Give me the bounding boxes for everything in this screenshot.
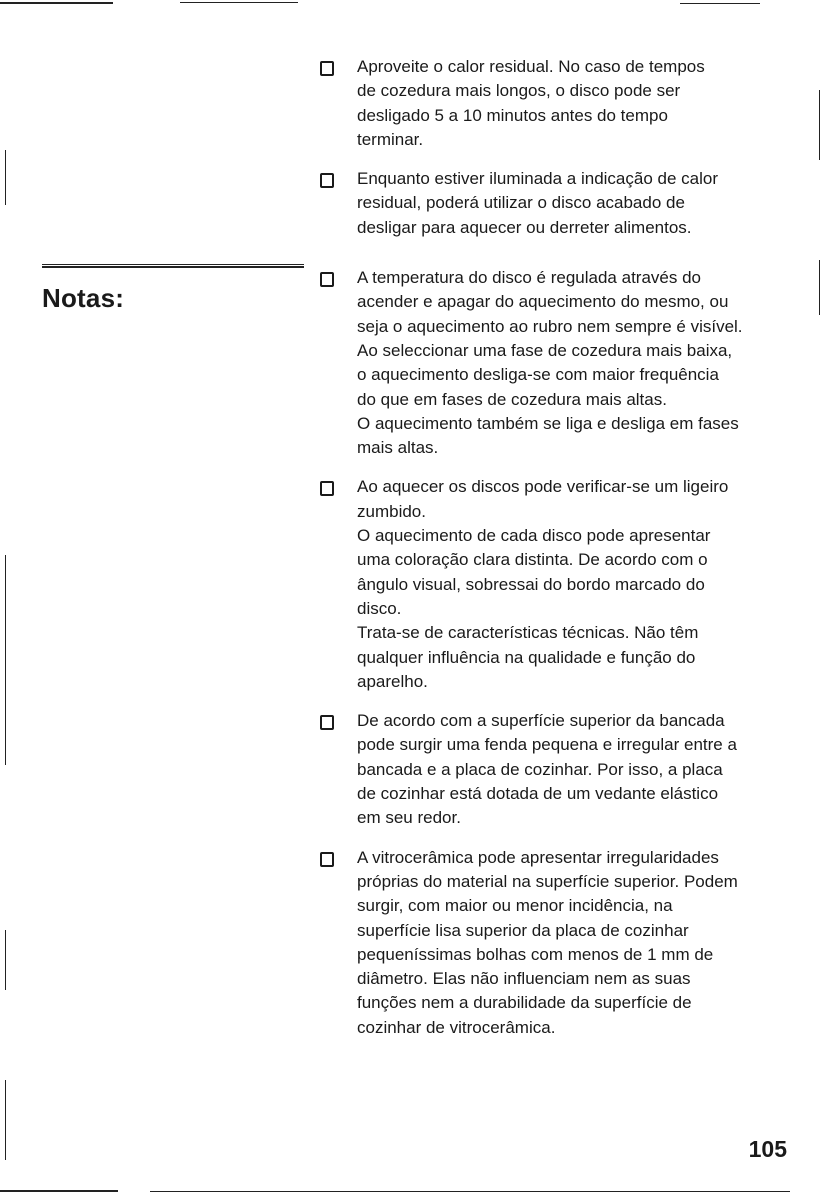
notes-heading: Notas: <box>42 283 125 313</box>
note-line: cozinhar de vitrocerâmica. <box>357 1017 556 1037</box>
note-line: seja o aquecimento ao rubro nem sempre é visível. <box>357 316 743 336</box>
page-number: 105 <box>748 1136 787 1162</box>
note-line: terminar. <box>357 129 424 149</box>
note-line: surgir, com maior ou menor incidência, na <box>357 896 673 916</box>
notes-list <box>320 55 790 1040</box>
checkbox-icon <box>320 61 334 76</box>
left-margin-line <box>5 555 6 765</box>
note-line: disco. <box>357 598 402 618</box>
left-margin-line <box>5 1080 6 1160</box>
right-margin-line <box>819 260 820 315</box>
note-line: Aproveite o calor residual. No caso de tempos <box>357 57 705 76</box>
note-line: O aquecimento também se liga e desliga em fases <box>357 413 739 433</box>
note-line: do que em fases de cozedura mais altas. <box>357 389 667 409</box>
note-line: Enquanto estiver iluminada a indicação de calor <box>357 169 719 189</box>
note-line: qualquer influência na qualidade e função do <box>357 647 696 667</box>
note-line: Ao aquecer os discos pode verificar-se um ligeiro <box>357 477 729 497</box>
note-line: em seu redor. <box>357 808 461 828</box>
bottom-edge-line <box>0 1190 118 1192</box>
note-line: desligar para aquecer ou derreter alimentos. <box>357 217 692 237</box>
note-line: mais altas. <box>357 438 439 458</box>
right-margin-line <box>819 90 820 160</box>
notes-heading-rule <box>42 264 304 268</box>
checkbox-icon <box>320 481 334 496</box>
note-line: Ao seleccionar uma fase de cozedura mais baixa, <box>357 340 733 360</box>
note-line: pode surgir uma fenda pequena e irregular entre a <box>357 735 737 755</box>
top-edge-line <box>0 2 113 4</box>
note-line: De acordo com a superfície superior da bancada <box>357 711 725 731</box>
note-line: A temperatura do disco é regulada através do <box>357 268 701 288</box>
note-line: bancada e a placa de cozinhar. Por isso, a placa <box>357 759 723 779</box>
note-line: acender e apagar do aquecimento do mesmo, ou <box>357 292 729 312</box>
note-item <box>320 266 790 460</box>
top-edge-line <box>680 3 760 4</box>
note-item <box>320 475 790 694</box>
top-edge-line <box>180 2 298 3</box>
note-item <box>320 709 790 830</box>
note-item <box>320 846 790 1040</box>
note-line: pequeníssimas bolhas com menos de 1 mm de <box>357 944 714 964</box>
note-line: desligado 5 a 10 minutos antes do tempo <box>357 105 668 125</box>
note-line: de cozedura mais longos, o disco pode ser <box>357 81 681 101</box>
bottom-edge-line <box>150 1191 790 1192</box>
note-line: Trata-se de características técnicas. Não têm <box>357 623 699 643</box>
note-line: de cozinhar está dotada de um vedante elástico <box>357 784 719 804</box>
note-line: ângulo visual, sobressai do bordo marcado do <box>357 574 705 594</box>
note-line: próprias do material na superfície superior. Podem <box>357 871 738 891</box>
note-line: A vitrocerâmica pode apresentar irregularidades <box>357 847 719 867</box>
note-line: aparelho. <box>357 671 428 691</box>
note-item <box>320 55 790 152</box>
note-line: superfície lisa superior da placa de cozinhar <box>357 920 689 940</box>
left-margin-line <box>5 150 6 205</box>
checkbox-icon <box>320 173 334 188</box>
note-line: O aquecimento de cada disco pode apresentar <box>357 526 711 546</box>
note-line: uma coloração clara distinta. De acordo com o <box>357 550 708 570</box>
note-item <box>320 167 790 240</box>
checkbox-icon <box>320 852 334 867</box>
note-line: residual, poderá utilizar o disco acabado de <box>357 193 685 213</box>
left-margin-line <box>5 930 6 990</box>
checkbox-icon <box>320 272 334 287</box>
note-line: funções nem a durabilidade da superfície de <box>357 993 692 1013</box>
note-line: diâmetro. Elas não influenciam nem as suas <box>357 969 691 989</box>
checkbox-icon <box>320 715 334 730</box>
note-line: zumbido. <box>357 501 426 521</box>
note-line: o aquecimento desliga-se com maior frequência <box>357 365 719 385</box>
